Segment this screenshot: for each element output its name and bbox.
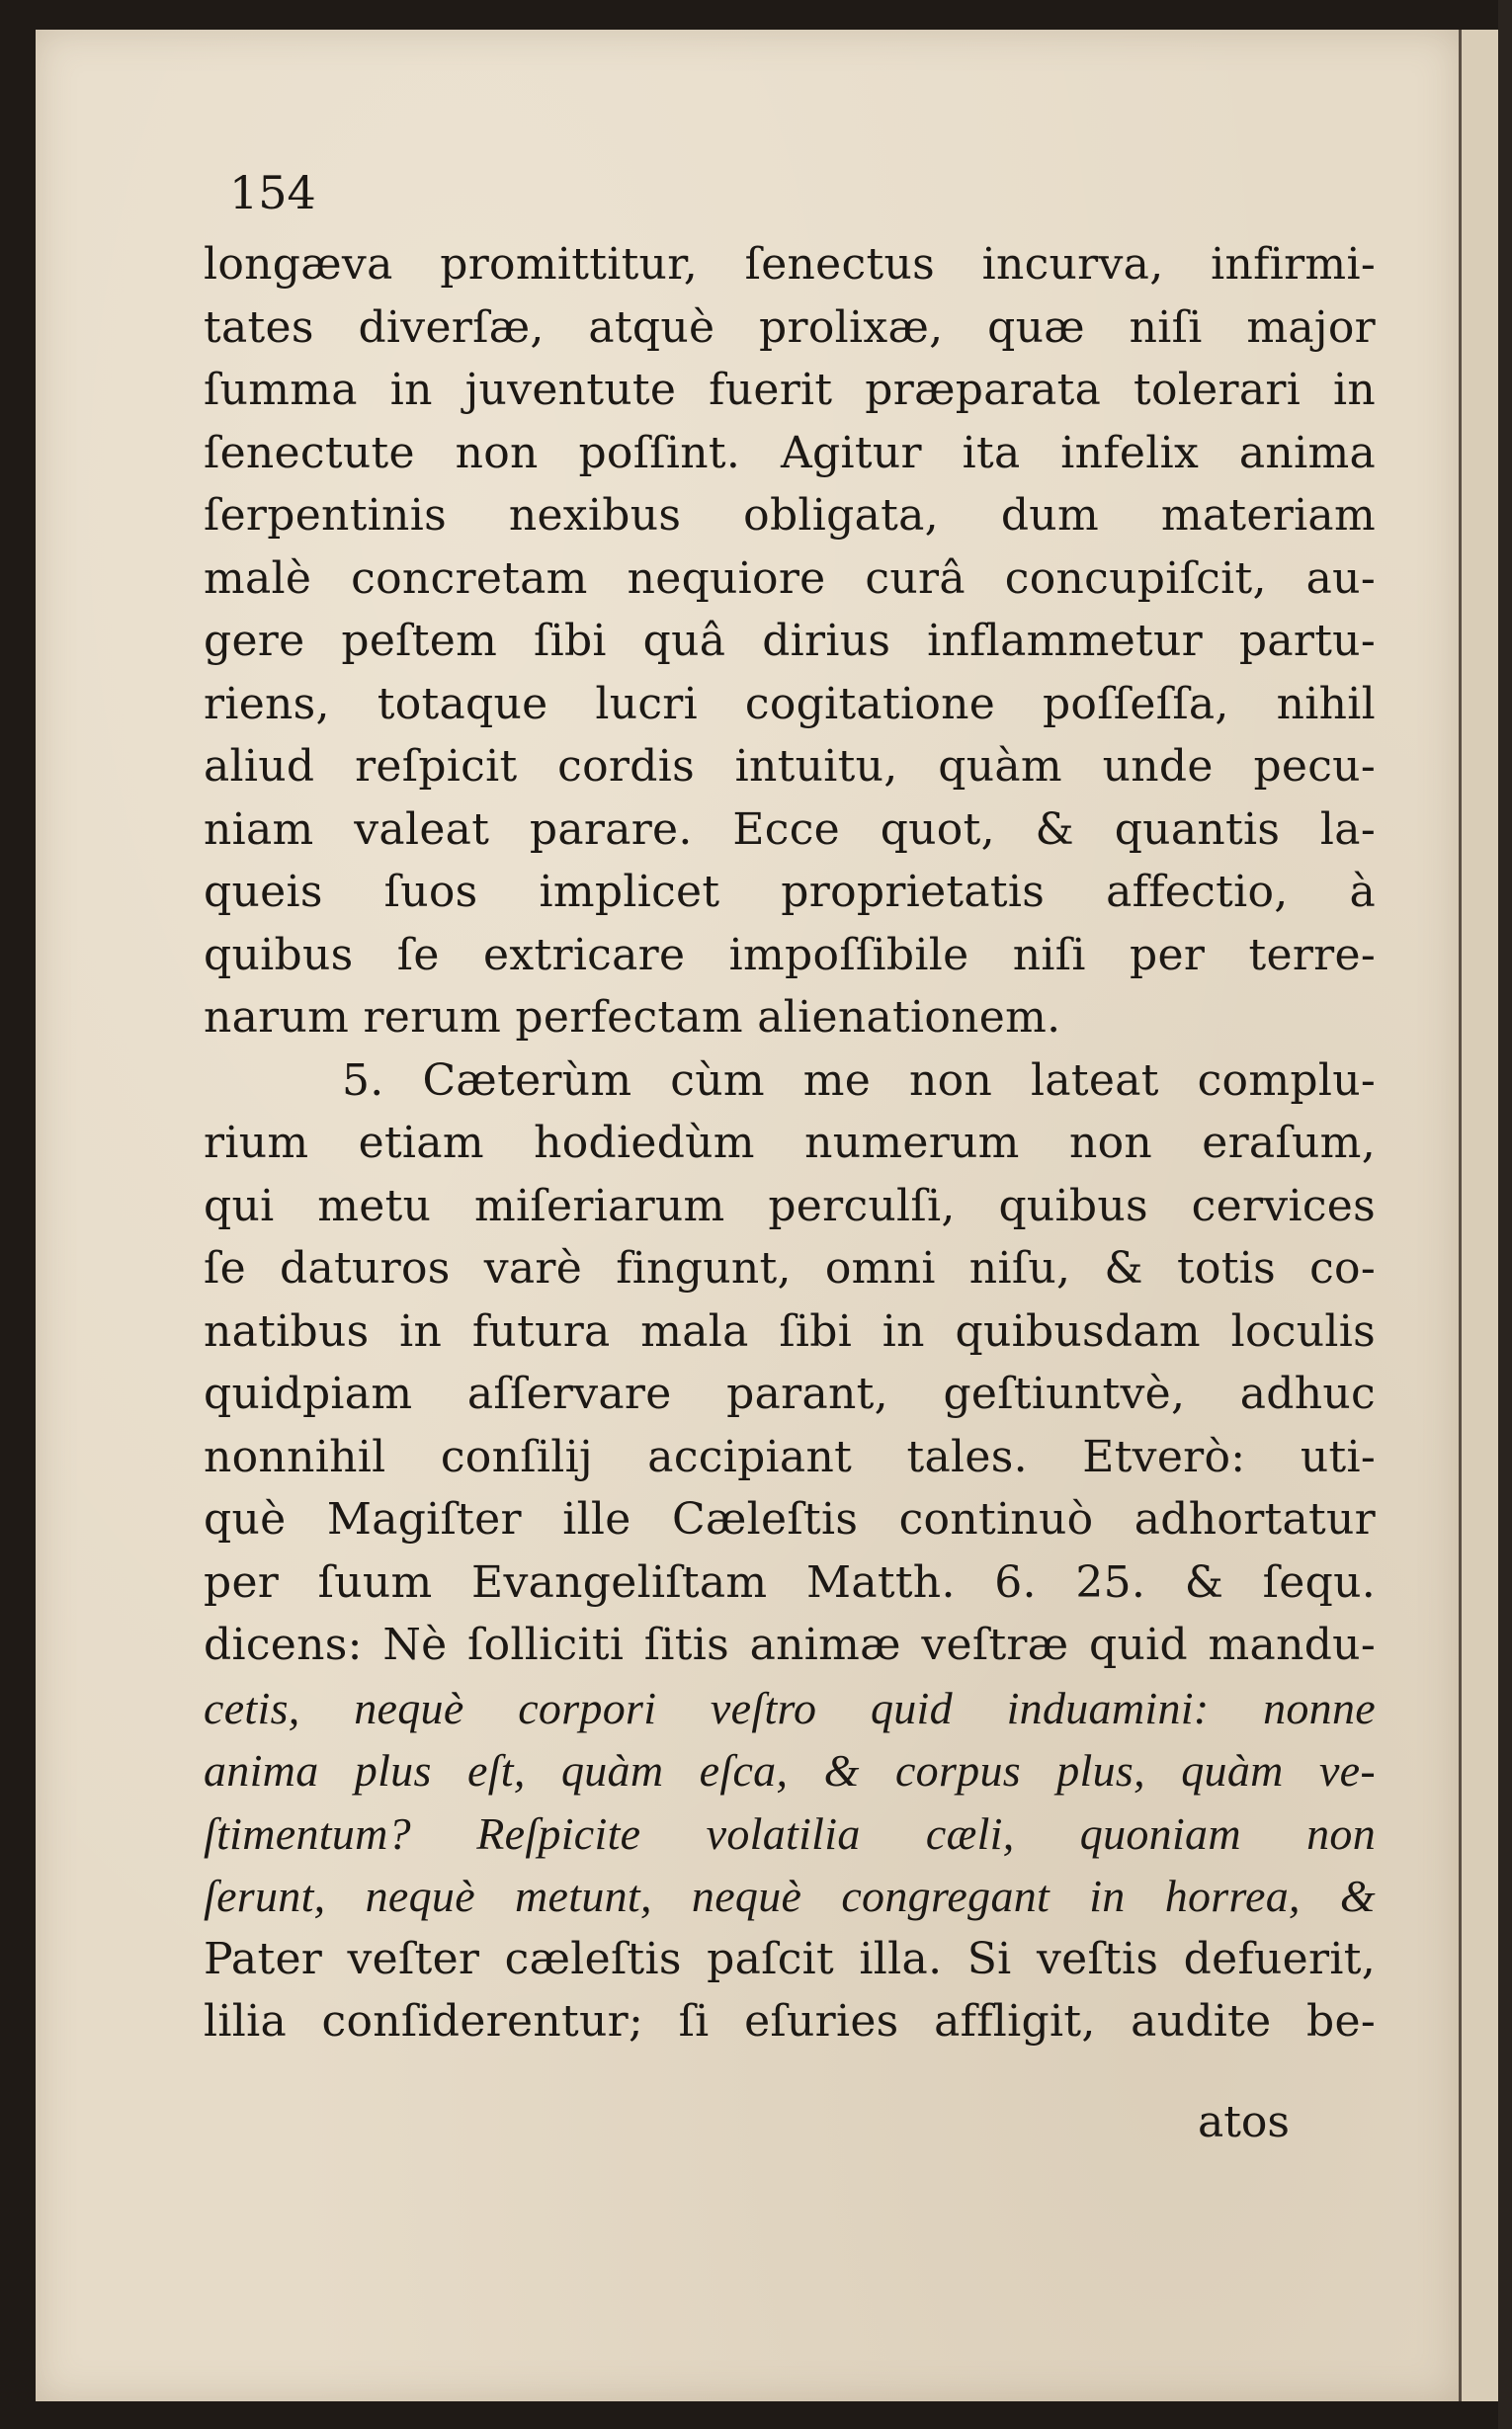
text-line: dicens: Nè ſolliciti ſitis animæ veſtræ quid mandu-	[204, 1620, 1376, 1670]
text-line-italic: ſtimentum? Reſpicite volatilia cæli, quoniam non	[204, 1807, 1376, 1859]
text-block	[204, 233, 1376, 2053]
text-line: longæva promittitur, ſenectus incurva, infirmi-	[204, 239, 1376, 290]
text-line: quidpiam aſſervare parant, geſtiuntvè, adhuc	[204, 1369, 1376, 1419]
text-line: ſerpentinis nexibus obligata, dum materiam	[204, 490, 1376, 541]
text-line: per ſuum Evangeliſtam Matth. 6. 25. & ſequ.	[204, 1556, 1376, 1608]
text-line: niam valeat parare. Ecce quot, & quantis la-	[204, 803, 1376, 855]
text-line: ſenectute non poſſint. Agitur ita infelix anima	[204, 427, 1376, 478]
text-line: tates diverſæ, atquè prolixæ, quæ niſi major	[204, 301, 1376, 353]
text-line: ſumma in juventute fuerit præparata tolerari in	[204, 365, 1376, 415]
text-line: Pater veſter cæleſtis paſcit illa. Si veſtis defuerit,	[204, 1933, 1376, 1984]
text-line-italic: anima plus eſt, quàm eſca, & corpus plus, quàm ve-	[204, 1745, 1376, 1796]
text-line: gere peſtem ſibi quâ dirius inflammetur partu-	[204, 616, 1376, 666]
binding-edge	[1498, 0, 1512, 2429]
text-line: rium etiam hodiedùm numerum non eraſum,	[204, 1118, 1376, 1168]
text-line-italic: ſerunt, nequè metunt, nequè congregant in horrea, &	[204, 1871, 1376, 1921]
text-line: 5. Cæterùm cùm me non lateat complu-	[342, 1054, 1376, 1106]
text-line: narum rerum perfectam alienationem.	[204, 992, 1061, 1043]
text-line: lilia conſiderentur; ſi eſuries affligit, audite be-	[204, 1996, 1376, 2047]
adjacent-page-edge	[1459, 30, 1501, 2401]
text-line: aliud reſpicit cordis intuitu, quàm unde pecu-	[204, 741, 1376, 792]
text-line: ſe daturos varè fingunt, omni niſu, & totis co-	[204, 1243, 1376, 1294]
page-number: 154	[229, 166, 316, 219]
text-line: nonnihil conſilij accipiant tales. Etverò: uti-	[204, 1431, 1376, 1482]
text-line: natibus in futura mala ſibi in quibusdam loculis	[204, 1305, 1376, 1357]
text-line: quibus ſe extricare impoſſibile niſi per terre-	[204, 929, 1376, 980]
catchword: atos	[1198, 2097, 1290, 2147]
text-line: qui metu miſeriarum perculſi, quibus cervices	[204, 1180, 1376, 1231]
text-line: malè concretam nequiore curâ concupiſcit, au-	[204, 552, 1376, 604]
text-line: què Magiſter ille Cæleſtis continuò adhortatur	[204, 1494, 1376, 1545]
text-line: riens, totaque lucri cogitatione poſſeſſa, nihil	[204, 678, 1376, 729]
text-line: queis ſuos implicet proprietatis affectio, à	[204, 867, 1376, 917]
text-line-italic: cetis, nequè corpori veſtro quid induamini: nonne	[204, 1682, 1376, 1733]
